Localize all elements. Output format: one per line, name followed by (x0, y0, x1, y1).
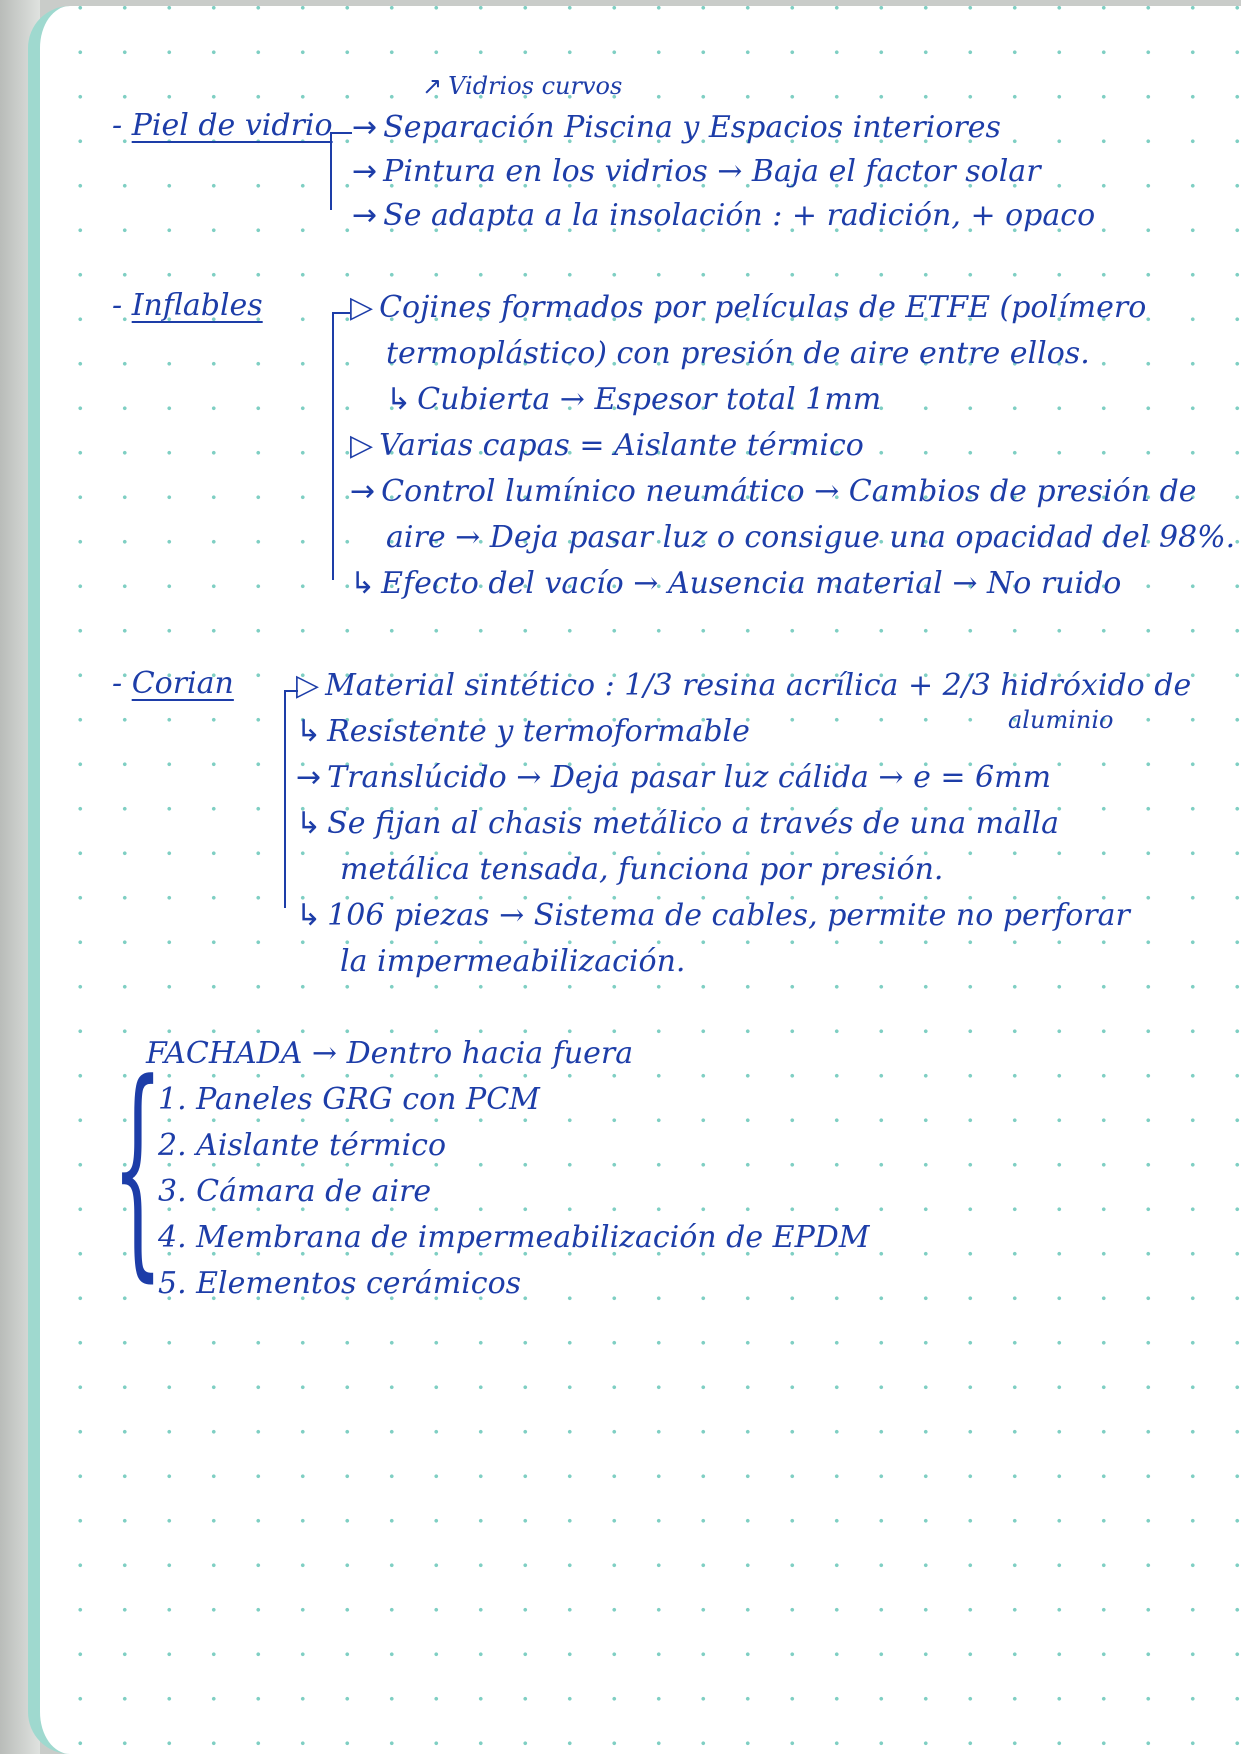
inflables-line-3b: aire → Deja pasar luz o consigue una opacidad del 98%. (386, 520, 1236, 555)
inflables-bracket-top (332, 312, 350, 314)
piel-heading: - Piel de vidrio (112, 108, 333, 143)
corian-line-1-cont: aluminio (1008, 706, 1114, 734)
corian-line-1: ▷ Material sintético : 1/3 resina acrílica + 2/3 hidróxido de (296, 668, 1192, 703)
corian-bracket (284, 690, 286, 908)
piel-bracket (330, 132, 332, 210)
arrow-icon: ↳ (296, 806, 322, 841)
inflables-bracket (332, 312, 334, 580)
arrow-icon: ↳ (296, 714, 322, 749)
corian-line-5a: ↳ 106 piezas → Sistema de cables, permite no perforar (296, 898, 1130, 933)
inflables-line-1c: ↳ Cubierta → Espesor total 1mm (386, 382, 882, 417)
fachada-item-4: 4. Membrana de impermeabilización de EPDM (158, 1220, 870, 1255)
corian-line-2: ↳ Resistente y termoformable (296, 714, 750, 749)
piel-bracket-top (330, 132, 352, 134)
piel-line-1: → Separación Piscina y Espacios interiores (352, 110, 1001, 145)
corian-heading: - Corian (112, 666, 234, 701)
piel-vidrios-curvos: ↗ Vidrios curvos (422, 72, 623, 100)
corian-heading-text: Corian (131, 666, 234, 701)
corian-line-4b: metálica tensada, funciona por presión. (340, 852, 944, 887)
inflables-line-3a: → Control lumínico neumático → Cambios de presión de (350, 474, 1197, 509)
arrow-icon: ▷ (350, 290, 374, 325)
arrow-icon: → (352, 154, 378, 189)
inflables-line-1a: ▷ Cojines formados por películas de ETFE (polímero (350, 290, 1147, 325)
inflables-heading: - Inflables (112, 288, 263, 323)
inflables-line-4: ↳ Efecto del vacío → Ausencia material → No ruido (350, 566, 1122, 601)
piel-line-2: → Pintura en los vidrios → Baja el factor solar (352, 154, 1041, 189)
arrow-icon: ▷ (350, 428, 374, 463)
arrow-icon: ▷ (296, 668, 320, 703)
corian-line-3: → Translúcido → Deja pasar luz cálida → e = 6mm (296, 760, 1052, 795)
notebook-page (28, 6, 1241, 1754)
piel-heading-text: Piel de vidrio (131, 108, 333, 143)
arrow-icon: ↳ (386, 382, 412, 417)
arrow-icon: ↗ (422, 72, 443, 100)
arrow-icon: ↳ (296, 898, 322, 933)
fachada-item-3: 3. Cámara de aire (158, 1174, 432, 1209)
arrow-icon: → (352, 198, 378, 233)
inflables-line-2: ▷ Varias capas = Aislante térmico (350, 428, 864, 463)
piel-line-3: → Se adapta a la insolación : + radición, + opaco (352, 198, 1096, 233)
arrow-icon: ↳ (350, 566, 376, 601)
fachada-heading: FACHADA → Dentro hacia fuera (146, 1036, 634, 1071)
inflables-heading-text: Inflables (131, 288, 263, 323)
fachada-item-1: 1. Paneles GRG con PCM (158, 1082, 540, 1117)
fachada-item-2: 2. Aislante térmico (158, 1128, 447, 1163)
corian-line-4a: ↳ Se fijan al chasis metálico a través de una malla (296, 806, 1060, 841)
corian-line-5b: la impermeabilización. (340, 944, 686, 979)
fachada-brace: { (112, 1035, 164, 1302)
fachada-item-5: 5. Elementos cerámicos (158, 1266, 522, 1301)
inflables-line-1b: termoplástico) con presión de aire entre ellos. (386, 336, 1090, 371)
arrow-icon: → (352, 110, 378, 145)
arrow-icon: → (296, 760, 322, 795)
arrow-icon: → (350, 474, 376, 509)
